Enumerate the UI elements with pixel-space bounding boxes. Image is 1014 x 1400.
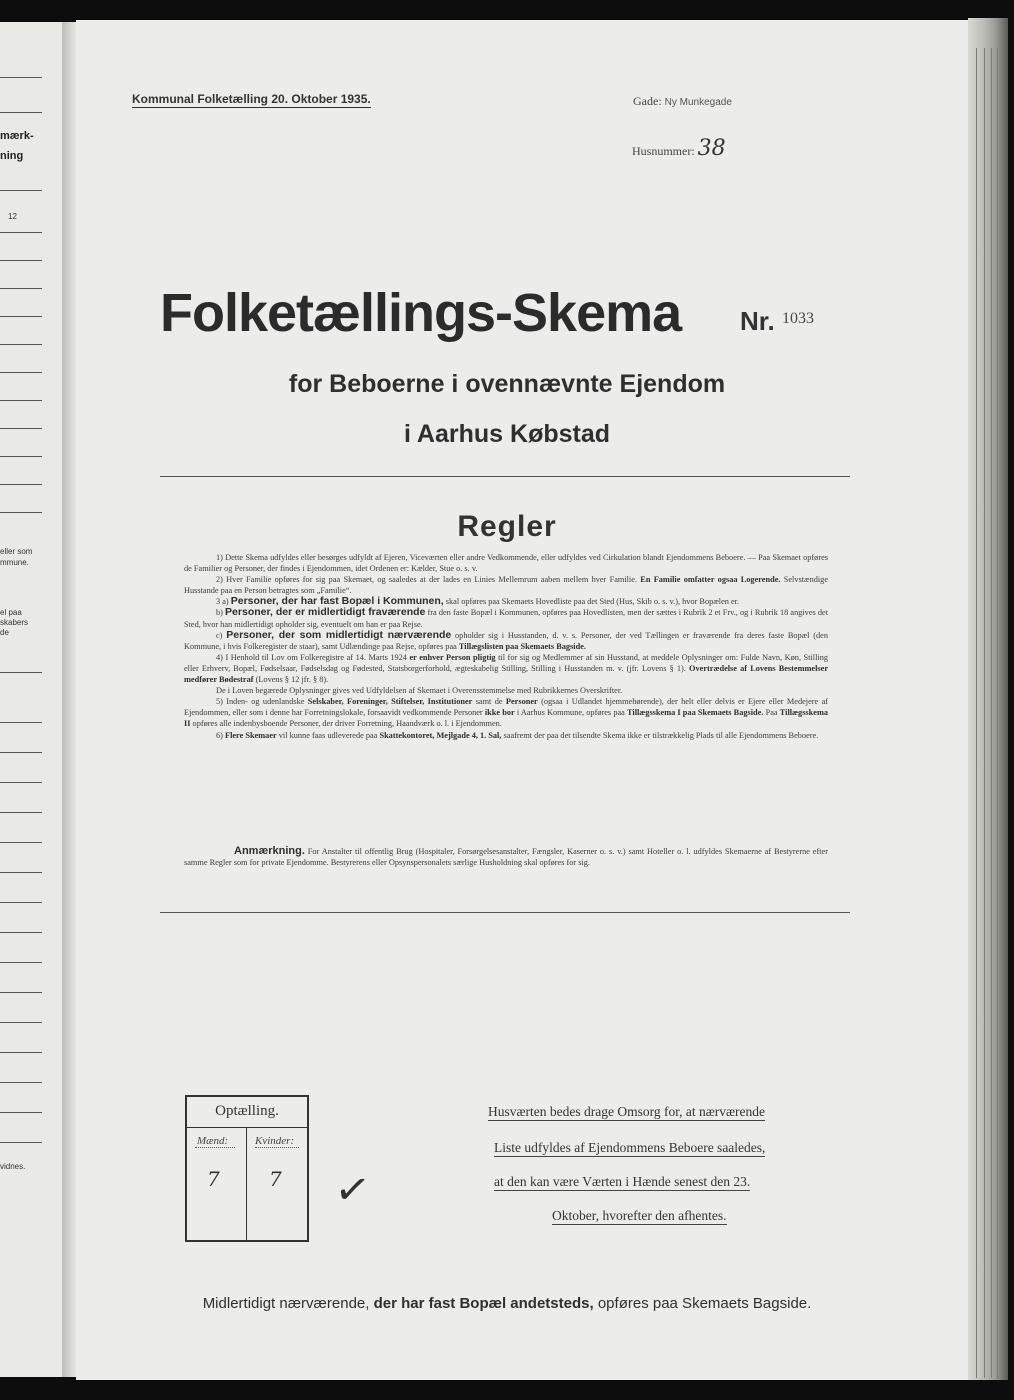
left-page-rule xyxy=(0,1112,42,1113)
rule-3a-text: skal opføres paa Skemaets Hovedliste paa det Sted (Hus, Skib o. s. v.), hvor Bopælen er. xyxy=(445,597,740,607)
gade-field xyxy=(633,94,732,109)
divider xyxy=(160,912,850,913)
rule-6-num: 6) xyxy=(216,730,223,740)
rule-3c-text: opholder sig i Husstanden, d. v. s. Personer, der ved Tællingen er fraværende fra deres faste Bopæl (den Kommune, i hvis Folkeregister de staar), samt Udlændinge paa Rejse, opføres paa xyxy=(184,630,828,651)
footer-text-1: Midlertidigt nærværende, xyxy=(202,1295,370,1312)
rule-2-bold: En Familie omfatter ogsaa Logerende. xyxy=(640,575,781,585)
left-page-rule xyxy=(0,992,42,993)
rule-5-text-a: 5) Inden- og udenlandske xyxy=(216,697,305,707)
rule-2 xyxy=(184,574,828,596)
rule-5-text-i: Paa xyxy=(765,708,778,718)
page-edge-line xyxy=(976,48,977,1378)
rule-6 xyxy=(184,730,828,741)
rule-1: 1) Dette Skema udfyldes eller besørges udfyldt af Ejeren, Viceværten eller andre Vedkommende, eller udfyldes ved Cirkulation blandt Ejendommens Beboere. — Paa Skemaet opføres de Familier og Personer, der findes i Ejendommen, idet Ordenen er: Kælder, Stue o. s. v. xyxy=(184,553,828,574)
left-page-rule xyxy=(0,842,42,843)
rule-5-bold-f: ikke bor xyxy=(484,708,515,718)
anmaerkning-text: For Anstalter til offentlig Brug (Hospitaler, Forsørgelsesanstalter, Fængsler, Kaserner o. s. v.) samt Hoteller o. l. udfyldes Skemaerne af Bestyrerne efter samme Regler som for private Ejendomme. Bestyrerens eller Opsynspersonalets særlige Husholdning skal opføres for sig. xyxy=(184,847,828,868)
page-stack-edge xyxy=(968,18,1008,1380)
rule-5-text-e: (ogsaa i Udlandet hjemmehørende), der helt eller delvis er Ejere eller Medejere af Ejendommen, eller som i denne har Forretningslokale, forsaavidt vedkommende Personer xyxy=(184,697,829,718)
rule-5-text-c: samt de xyxy=(475,697,503,707)
maend-count: 7 xyxy=(207,1167,220,1191)
left-page-fragment: mmune. xyxy=(0,558,29,567)
left-page-rule xyxy=(0,260,42,261)
rule-4-text-e: (Lovens § 12 jfr. § 8). xyxy=(255,675,329,685)
optaelling-box xyxy=(185,1095,309,1242)
left-page-rule xyxy=(0,1052,42,1053)
page-edge-line xyxy=(991,48,992,1378)
rule-3b xyxy=(184,607,828,629)
rule-4 xyxy=(184,652,828,685)
rule-4-note: De i Loven begærede Oplysninger gives ved Udfyldelsen af Skemaet i Overensstemmelse med Rubrikkernes Overskrifter. xyxy=(216,686,623,696)
left-page-edge xyxy=(0,22,64,1377)
rule-5-bold-b: Selskaber, Foreninger, Stiftelser, Institutioner xyxy=(307,697,473,707)
rule-5-bold-j: Tillægsskema II xyxy=(184,708,829,729)
left-page-rule xyxy=(0,112,42,113)
rule-2-text-2: Selvstændige Husstande paa en Person betragtes som „Familie“. xyxy=(184,575,829,596)
rule-5-text-g: i Aarhus Kommune, opføres paa xyxy=(516,708,625,718)
rule-4-bold-b: er enhver Person pligtig xyxy=(409,652,496,662)
kvinder-count: 7 xyxy=(269,1167,282,1191)
divider xyxy=(160,476,850,477)
page-edge-line xyxy=(984,48,985,1378)
form-title: Folketællings-Skema xyxy=(160,283,682,343)
notice-line: Husværten bedes drage Omsorg for, at nærværende xyxy=(488,1104,766,1119)
rules-heading: Regler xyxy=(457,510,557,543)
left-page-rule xyxy=(0,782,42,783)
box-divider xyxy=(187,1127,307,1128)
census-header: Kommunal Folketælling 20. Oktober 1935. xyxy=(132,92,371,106)
left-page-fragment: ning xyxy=(0,150,24,162)
left-page-fragment: vidnes. xyxy=(0,1162,26,1171)
left-page-rule xyxy=(0,932,42,933)
left-page-fragment: skabers xyxy=(0,618,29,627)
rule-6-bold-b: Flere Skemaer xyxy=(225,730,277,740)
rule-3c-heading: Personer, der som midlertidigt nærværende xyxy=(226,628,452,641)
optaelling-title: Optælling. xyxy=(215,1103,279,1119)
rule-3c xyxy=(184,630,828,652)
left-page-rule xyxy=(0,722,42,723)
left-page-rule xyxy=(0,1022,42,1023)
notice-line: Oktober, hvorefter den afhentes. xyxy=(552,1208,727,1223)
left-page-rule xyxy=(0,344,42,345)
gade-label: Gade: xyxy=(633,94,662,108)
left-page-rule xyxy=(0,316,42,317)
gade-value: Ny Munkegade xyxy=(664,97,732,108)
form-subtitle: for Beboerne i ovennævnte Ejendom xyxy=(288,370,726,398)
rule-3b-heading: Personer, der er midlertidigt fraværende xyxy=(225,606,426,619)
rule-3b-text: fra den faste Bopæl i Kommunen, opføres paa Hovedlisten, men der sættes i Rubrik 2 et Frv., og i Rubrik 18 angives det Sted, hvor han midlertidigt opholder sig, eventuelt om han er paa Rejse. xyxy=(184,608,828,629)
page-edge-line xyxy=(997,48,998,1378)
left-page-rule xyxy=(0,456,42,457)
rule-5-bold-h: Tillægsskema I paa Skemaets Bagside. xyxy=(627,708,764,718)
rule-4-text-c: til for sig og Medlemmer af sin Husstand, at meddele Oplysninger om: Fulde Navn, Køn, Stilling eller Erhverv, Bopæl, Fødselsaar, Fødselsdag og Fødested, Statsborgerforhold, ægteskabelig Stilling, Stilling i Husstanden m. v. (jfr. Lovens § 1). xyxy=(184,652,828,673)
footer-bold: der har fast Bopæl andetsteds, xyxy=(373,1295,594,1312)
form-number-value: 1033 xyxy=(782,310,814,327)
rule-3a-heading: Personer, der har fast Bopæl i Kommunen, xyxy=(230,595,444,608)
husnummer-field xyxy=(632,136,726,161)
left-page-fragment: eller som xyxy=(0,547,33,556)
left-page-fragment: mærk- xyxy=(0,130,34,142)
rule-3c-bold: Tillægslisten paa Skemaets Bagside. xyxy=(458,641,586,651)
left-page-fragment: 12 xyxy=(8,212,17,221)
rule-3c-num: c) xyxy=(216,630,223,640)
rules-body xyxy=(184,552,828,741)
check-mark: ✓ xyxy=(331,1162,374,1217)
footer-note xyxy=(0,1295,1014,1312)
left-page-rule xyxy=(0,1082,42,1083)
rule-6-text-e: saafremt der paa det tilsendte Skema ikke er tilstrækkelig Plads til alle Ejendommens Beboere. xyxy=(503,730,819,740)
maend-label: Mænd: xyxy=(197,1135,229,1147)
box-underline xyxy=(195,1147,235,1148)
notice-line: Liste udfyldes af Ejendommens Beboere saaledes, xyxy=(494,1140,766,1155)
box-divider xyxy=(246,1127,247,1240)
rule-3a-num: 3 a) xyxy=(216,597,229,607)
anmaerkning-title: Anmærkning. xyxy=(234,845,305,857)
rule-5-bold-d: Personer xyxy=(505,697,538,707)
form-number-label: Nr. xyxy=(740,306,775,336)
notice-line: at den kan være Værten i Hænde senest den 23. xyxy=(494,1174,751,1189)
left-page-rule xyxy=(0,812,42,813)
left-page-rule xyxy=(0,872,42,873)
left-page-rule xyxy=(0,190,42,191)
left-page-rule xyxy=(0,288,42,289)
rule-5-text-k: opføres alle indenbysboende Personer, der driver Forretning, Haandværk o. l. i Ejendommen. xyxy=(192,719,502,729)
left-page-rule xyxy=(0,484,42,485)
left-page-rule xyxy=(0,962,42,963)
rule-6-bold-d: Skattekontoret, Mejlgade 4, 1. Sal, xyxy=(379,730,502,740)
rule-3b-num: b) xyxy=(216,608,223,618)
footer-text-2: opføres paa Skemaets Bagside. xyxy=(597,1295,812,1312)
husnummer-value: 38 xyxy=(697,136,726,161)
box-underline xyxy=(255,1147,299,1148)
anmaerkning-note xyxy=(184,846,828,868)
form-subtitle-city: i Aarhus Købstad xyxy=(403,420,611,448)
left-page-rule xyxy=(0,77,42,78)
rule-6-text-c: vil kunne faas udleverede paa xyxy=(278,730,378,740)
rule-4-text-a: 4) I Henhold til Lov om Folkeregistre af 14. Marts 1924 xyxy=(216,652,407,662)
left-page-fragment: de xyxy=(0,628,9,637)
left-page-rule xyxy=(0,232,42,233)
left-page-rule xyxy=(0,672,42,673)
left-page-rule xyxy=(0,752,42,753)
left-page-rule xyxy=(0,1142,42,1143)
husnummer-label: Husnummer: xyxy=(632,144,695,158)
left-page-fragment: el paa xyxy=(0,608,22,617)
rule-2-text: 2) Hver Familie opføres for sig paa Skemaet, og saaledes at der lades en Linies Mellemrum aaben mellem hver Familie. xyxy=(216,575,637,585)
left-page-rule xyxy=(0,400,42,401)
rule-4-bold-d: Overtrædelse af Lovens Bestemmelser medfører Bødestraf xyxy=(184,663,828,685)
kvinder-label: Kvinder: xyxy=(255,1135,295,1147)
rule-5 xyxy=(184,696,828,729)
left-page-rule xyxy=(0,902,42,903)
